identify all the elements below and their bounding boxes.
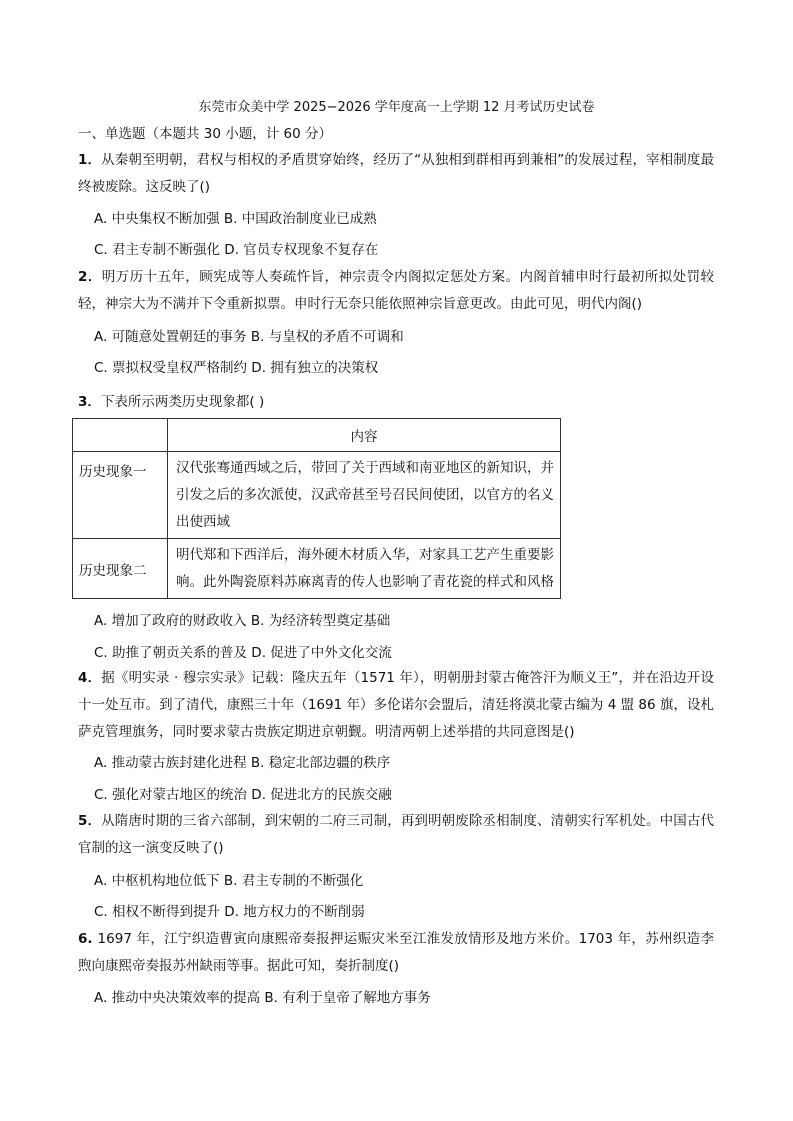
question-text: 从秦朝至明朝，君权与相权的矛盾贯穿始终，经历了“从独相到群相再到兼相”的发展过程，宰相制度最终被废除。这反映了()	[78, 152, 714, 195]
section-heading: 一、单选题（本题共 30 小题，计 60 分）	[78, 126, 333, 142]
q4-options-ab: A. 推动蒙古族封建化进程 B. 稳定北部边疆的秩序	[94, 755, 391, 771]
q3-options-ab: A. 增加了政府的财政收入 B. 为经济转型奠定基础	[94, 613, 391, 629]
question-text: 据《明实录 · 穆宗实录》记载：隆庆五年（1571 年），明朝册封蒙古俺答汗为顺义王”，并在沿边开设十一处互市。到了清代，康熙三十年（1691 年）多伦诺尔会盟后，清廷将漠北蒙古编为 4 盟 86 旗，设札萨克管理旗务，同时要求蒙古贵族定期进京朝觐。明清两朝上述举措的共同意图是()	[78, 670, 714, 740]
question-text: 明万历十五年，顾宪成等人奏疏忤旨，神宗责令内阁拟定惩处方案。内阁首辅申时行最初所拟处罚较轻，神宗大为不满并下令重新拟票。申时行无奈只能依照神宗旨意更改。由此可见，明代内阁()	[78, 269, 714, 312]
question-1	[78, 147, 714, 201]
table-row	[73, 539, 561, 599]
row-label: 历史现象一	[73, 452, 168, 539]
row-content: 汉代张骞通西域之后，带回了关于西域和南亚地区的新知识，并引发之后的多次派使，汉武帝甚至号召民间使团，以官方的名义出使西域	[168, 452, 561, 539]
q5-options-cd: C. 相权不断得到提升 D. 地方权力的不断削弱	[94, 904, 365, 920]
table-header: 内容	[168, 419, 561, 452]
q1-options-ab: A. 中央集权不断加强 B. 中国政治制度业已成熟	[94, 211, 377, 227]
q1-options-cd: C. 君主专制不断强化 D. 官员专权现象不复存在	[94, 242, 379, 258]
question-text: 下表所示两类历史现象都( )	[100, 394, 265, 410]
q2-options-ab: A. 可随意处置朝廷的事务 B. 与皇权的矛盾不可调和	[94, 329, 404, 345]
q5-options-ab: A. 中枢机构地位低下 B. 君主专制的不断强化	[94, 873, 364, 889]
question-number: 6.	[78, 931, 98, 947]
question-number: 2．	[78, 269, 102, 285]
q3-options-cd: C. 助推了朝贡关系的普及 D. 促进了中外文化交流	[94, 645, 392, 661]
question-number: 1．	[78, 152, 102, 168]
question-number: 4．	[78, 670, 102, 686]
question-text: 从隋唐时期的三省六部制，到宋朝的二府三司制，再到明朝废除丞相制度、清朝实行军机处。中国古代官制的这一演变反映了()	[78, 813, 714, 856]
question-6	[78, 926, 714, 980]
q2-options-cd: C. 票拟权受皇权严格制约 D. 拥有独立的决策权	[94, 360, 379, 376]
question-number: 3．	[78, 394, 101, 410]
question-text: 1697 年，江宁织造曹寅向康熙帝奏报押运赈灾米至江淮发放情形及地方米价。1703 年，苏州织造李煦向康熙帝奏报苏州缺雨等事。据此可知，奏折制度()	[78, 931, 714, 974]
question-3	[78, 389, 714, 416]
q6-options-ab: A. 推动中央决策效率的提高 B. 有利于皇帝了解地方事务	[94, 990, 431, 1006]
table-row	[73, 452, 561, 539]
question-2	[78, 264, 714, 318]
table-corner-cell	[73, 419, 168, 452]
row-content: 明代郑和下西洋后，海外硬木材质入华，对家具工艺产生重要影响。此外陶瓷原料苏麻离青的传人也影响了青花瓷的样式和风格	[168, 539, 561, 599]
question-number: 5．	[78, 813, 102, 829]
exam-title: 东莞市众美中学 2025−2026 学年度高一上学期 12 月考试历史试卷	[198, 100, 595, 115]
q4-options-cd: C. 强化对蒙古地区的统治 D. 促进北方的民族交融	[94, 787, 392, 803]
question-4	[78, 665, 714, 746]
history-table	[72, 418, 561, 599]
row-label: 历史现象二	[73, 539, 168, 599]
question-5	[78, 808, 714, 862]
